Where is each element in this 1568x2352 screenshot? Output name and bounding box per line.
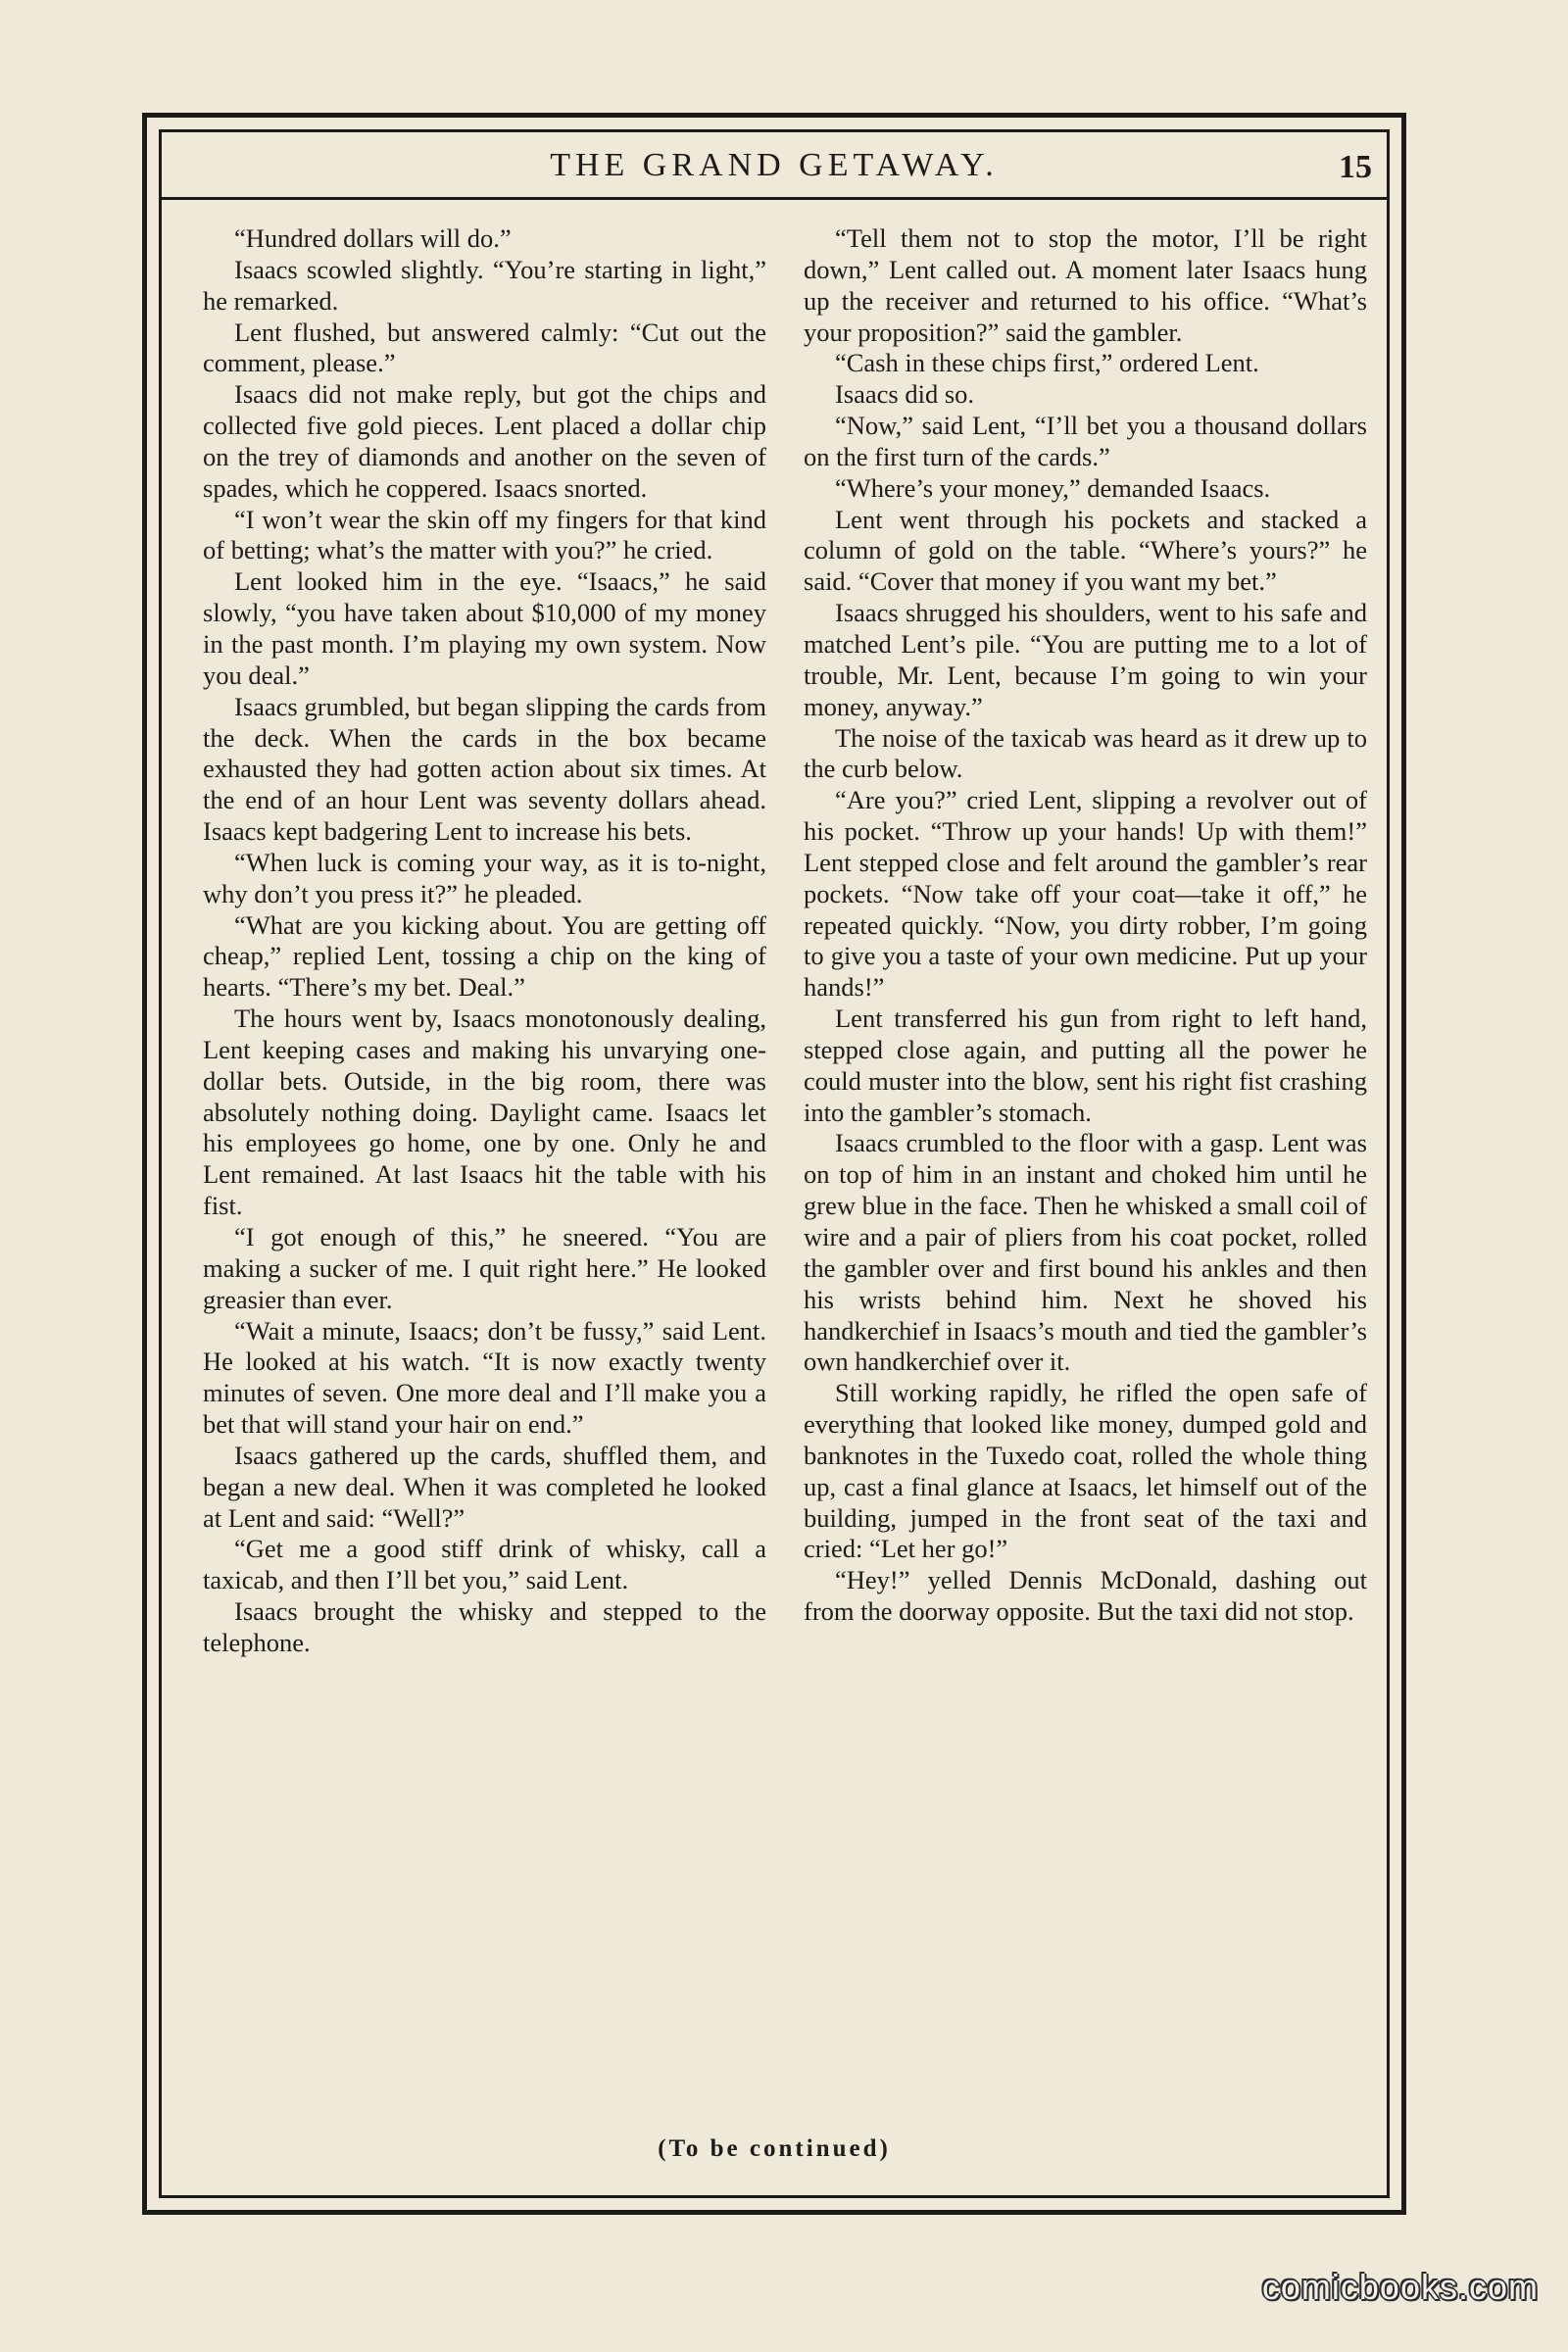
paragraph: “I got enough of this,” he sneered. “You are making a sucker of me. I quit right here.” He looked greasier than ever.: [203, 1222, 766, 1314]
paragraph: Isaacs shrugged his shoulders, went to his safe and matched Lent’s pile. “You are putting me to a lot of trouble, Mr. Lent, because I’m going to win your money, anyway.”: [804, 598, 1367, 721]
paragraph: “Wait a minute, Isaacs; don’t be fussy,” said Lent. He looked at his watch. “It is now exactly twenty minutes of seven. One more deal and I’ll make you a bet that will stand your hair on end.”: [203, 1315, 766, 1440]
paragraph: Isaacs gathered up the cards, shuffled them, and began a new deal. When it was completed he looked at Lent and said: “Well?”: [203, 1440, 766, 1533]
to-be-continued-note: (To be continued): [658, 2135, 891, 2162]
watermark: comicbooks.com: [1261, 2267, 1539, 2307]
page-number: 15: [1339, 149, 1372, 185]
paragraph: “Get me a good stiff drink of whisky, call a taxicab, and then I’ll bet you,” said Lent.: [203, 1534, 766, 1595]
paragraph: Lent flushed, but answered calmly: “Cut out the comment, please.”: [203, 317, 766, 378]
paragraph: Isaacs crumbled to the floor with a gasp. Lent was on top of him in an instant and choked him until he grew blue in the face. Then he whisked a small coil of wire and a pair of pliers from his coat pocket, rolled the gambler over and first bound his ankles and then his wrists behind him. Next he shoved his handkerchief in Isaacs’s mouth and tied the gambler’s own handkerchief over it.: [804, 1128, 1367, 1377]
text-column-right: [804, 223, 1367, 1628]
paragraph: Isaacs did so.: [835, 379, 975, 410]
paragraph: “What are you kicking about. You are getting off cheap,” replied Lent, tossing a chip on the king of hearts. “There’s my bet. Deal.”: [203, 909, 766, 1003]
paragraph: Isaacs brought the whisky and stepped to the telephone.: [203, 1596, 766, 1657]
paragraph: The hours went by, Isaacs monotonously dealing, Lent keeping cases and making his unvarying one-dollar bets. Outside, in the big room, there was absolutely nothing doing. Daylight came. Isaacs let his employees go home, one by one. Only he and Lent remained. At last Isaacs hit the table with his fist.: [203, 1004, 766, 1221]
paragraph: Isaacs scowled slightly. “You’re starting in light,” he remarked.: [203, 254, 766, 316]
paragraph: “Hundred dollars will do.”: [234, 223, 512, 253]
paragraph: Lent transferred his gun from right to left hand, stepped close again, and putting all the power he could muster into the blow, sent his right fist crashing into the gambler’s stomach.: [804, 1004, 1367, 1127]
header-rule: [162, 197, 1387, 200]
paragraph: “Tell them not to stop the motor, I’ll be right down,” Lent called out. A moment later Isaacs hung up the receiver and returned to his office. “What’s your proposition?” said the gambler.: [804, 223, 1367, 347]
paragraph: Lent went through his pockets and stacked a column of gold on the table. “Where’s yours?” he said. “Cover that money if you want my bet.”: [804, 504, 1367, 597]
paragraph: “Are you?” cried Lent, slipping a revolver out of his pocket. “Throw up your hands! Up with them!” Lent stepped close and felt around the gambler’s rear pockets. “Now take off your coat—take it off,” he repeated quickly. “Now, you dirty robber, I’m going to give you a taste of your own medicine. Put up your hands!”: [804, 785, 1367, 1003]
paragraph: Isaacs grumbled, but began slipping the cards from the deck. When the cards in the box became exhausted they had gotten action about six times. At the end of an hour Lent was seventy dollars ahead. Isaacs kept badgering Lent to increase his bets.: [203, 691, 766, 847]
paragraph: “Where’s your money,” demanded Isaacs.: [835, 472, 1271, 503]
paragraph: Still working rapidly, he rifled the open safe of everything that looked like money, dumped gold and banknotes in the Tuxedo coat, rolled the whole thing up, cast a final glance at Isaacs, let himself out of the building, jumped in the front seat of the taxi and cried: “Let her go!”: [804, 1378, 1367, 1564]
paragraph: “Hey!” yelled Dennis McDonald, dashing out from the doorway opposite. But the taxi did not stop.: [804, 1565, 1367, 1627]
text-column-left: [203, 223, 766, 1659]
paragraph: “Cash in these chips first,” ordered Lent.: [835, 348, 1259, 378]
paragraph: Isaacs did not make reply, but got the chips and collected five gold pieces. Lent placed a dollar chip on the trey of diamonds and another on the seven of spades, which he coppered. Isaacs snorted.: [203, 379, 766, 503]
paragraph: The noise of the taxicab was heard as it drew up to the curb below.: [804, 722, 1367, 784]
paragraph: “I won’t wear the skin off my fingers for that kind of betting; what’s the matter with you?” he cried.: [203, 504, 766, 565]
running-title: THE GRAND GETAWAY.: [550, 147, 999, 183]
paragraph: “When luck is coming your way, as it is to-night, why don’t you press it?” he pleaded.: [203, 847, 766, 908]
paragraph: “Now,” said Lent, “I’ll bet you a thousand dollars on the first turn of the cards.”: [804, 411, 1367, 471]
paragraph: Lent looked him in the eye. “Isaacs,” he said slowly, “you have taken about $10,000 of my money in the past month. I’m playing my own system. Now you deal.”: [203, 566, 766, 690]
